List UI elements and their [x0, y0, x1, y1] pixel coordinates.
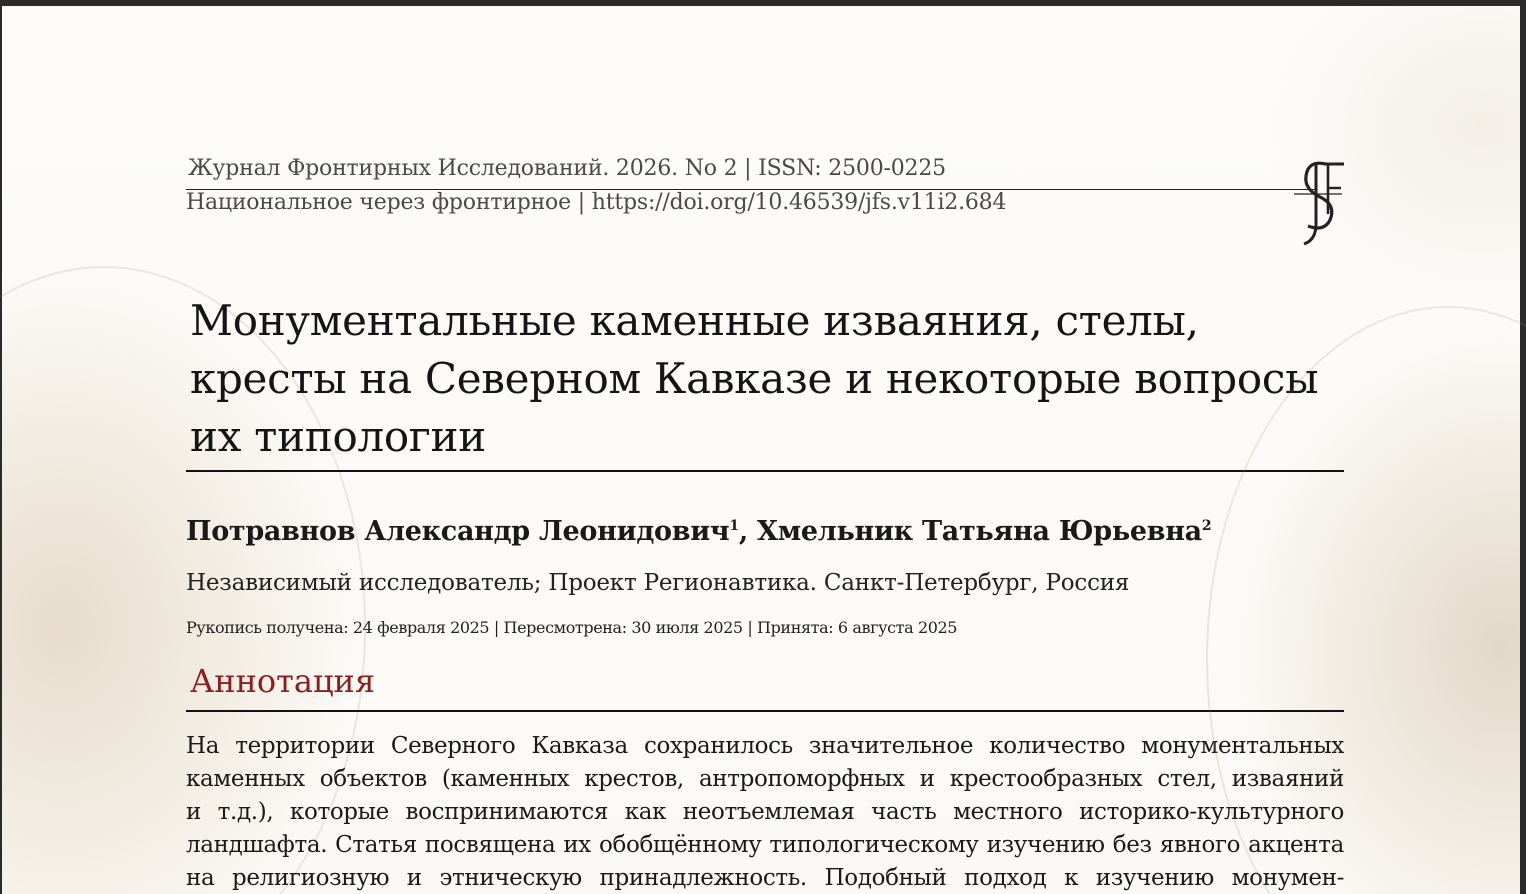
- author-separator: ,: [738, 516, 758, 547]
- abstract-heading: Аннотация: [190, 662, 376, 700]
- author-list: [186, 516, 1211, 547]
- abstract-line: каменных объектов (каменных крестов, антропоморфных и крестообразных стел, изваяний: [186, 766, 1344, 792]
- article-title: Монументальные каменные изваяния, стелы, кресты на Северном Кавказе и некоторые вопросы их типологии: [190, 296, 1319, 461]
- abstract-line: ландшафта. Статья посвящена их обобщённому типологическому изучению без явного акцента: [186, 832, 1344, 858]
- manuscript-dates: Рукопись получена: 24 февраля 2025 | Пересмотрена: 30 июля 2025 | Принята: 6 августа 2025: [186, 618, 958, 637]
- abstract-text: [186, 730, 1344, 894]
- abstract-divider: [186, 710, 1344, 712]
- affiliation-marker: 1: [729, 518, 739, 534]
- author-name: Хмельник Татьяна Юрьевна: [757, 516, 1202, 547]
- title-divider: [186, 470, 1344, 472]
- author-affiliation: Независимый исследователь; Проект Регионавтика. Санкт-Петербург, Россия: [186, 570, 1130, 596]
- doi-line: Национальное через фронтирное | https://doi.org/10.46539/jfs.v11i2.684: [186, 190, 1007, 215]
- journal-header: Журнал Фронтирных Исследований. 2026. No 2 | ISSN: 2500-0225: [188, 156, 946, 181]
- document-page: [2, 6, 1520, 894]
- author-name: Потравнов Александр Леонидович: [186, 516, 730, 547]
- abstract-line: и т.д.), которые воспринимаются как неотъемлемая часть местного историко-культурного: [186, 799, 1344, 825]
- jfs-monogram-logo-icon: [1286, 154, 1346, 250]
- abstract-line: На территории Северного Кавказа сохранилось значительное количество монументальных: [186, 733, 1344, 759]
- affiliation-marker: 2: [1201, 518, 1212, 534]
- abstract-line: на религиозную и этническую принадлежность. Подобный подход к изучению монумен-: [186, 865, 1344, 891]
